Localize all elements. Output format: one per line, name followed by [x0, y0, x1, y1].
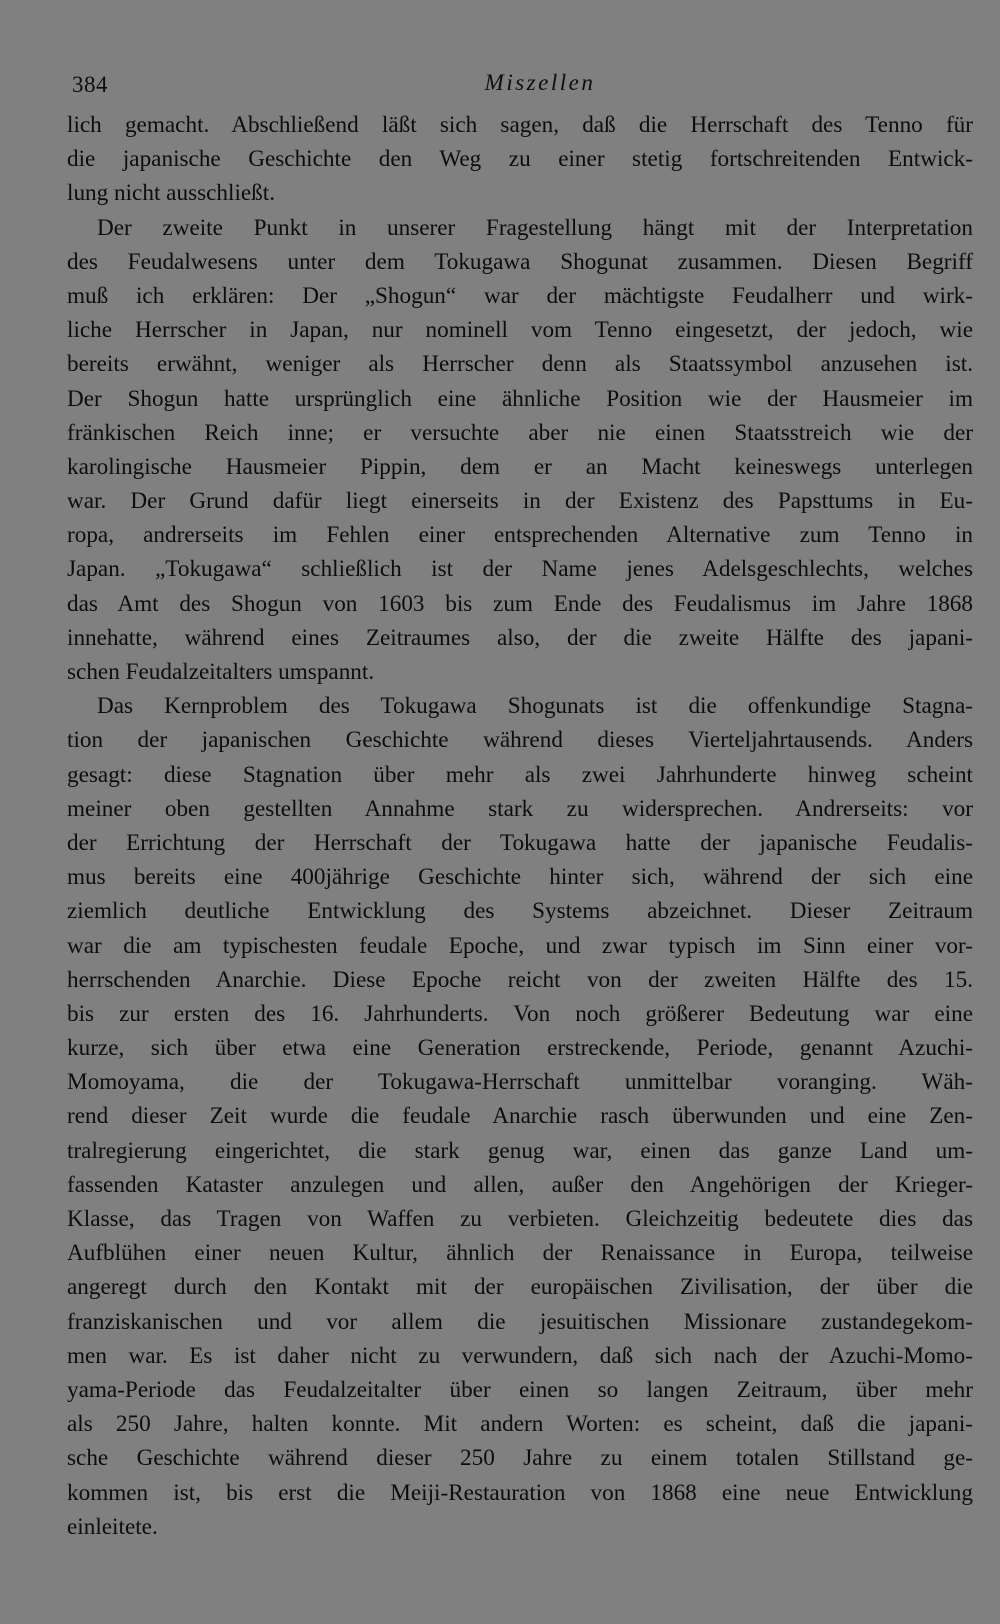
text-line: des Feudalwesens unter dem Tokugawa Shogunat zusammen. Diesen Begriff: [67, 248, 973, 275]
text-line: innehatte, während eines Zeitraumes also, der die zweite Hälfte des japani-: [67, 624, 973, 651]
text-line: Aufblühen einer neuen Kultur, ähnlich der Renaissance in Europa, teilweise: [67, 1240, 973, 1267]
text-line: bereits erwähnt, weniger als Herrscher denn als Staatssymbol anzusehen ist.: [67, 351, 973, 378]
text-line: liche Herrscher in Japan, nur nominell vom Tenno eingesetzt, der jedoch, wie: [67, 317, 973, 344]
page-number: 384: [72, 72, 108, 97]
text-line: das Amt des Shogun von 1603 bis zum Ende des Feudalismus im Jahre 1868: [67, 590, 973, 617]
text-line: ropa, andrerseits im Fehlen einer entsprechenden Alternative zum Tenno in: [67, 522, 973, 549]
text-line: bis zur ersten des 16. Jahrhunderts. Von noch größerer Bedeutung war eine: [67, 1000, 973, 1027]
text-line: muß ich erklären: Der „Shogun“ war der mächtigste Feudalherr und wirk-: [67, 282, 973, 309]
text-line: Japan. „Tokugawa“ schließlich ist der Name jenes Adelsgeschlechts, welches: [67, 556, 973, 583]
text-line: karolingische Hausmeier Pippin, dem er an Macht keineswegs unterlegen: [67, 453, 973, 480]
text-line: herrschenden Anarchie. Diese Epoche reicht von der zweiten Hälfte des 15.: [67, 966, 973, 993]
text-line: franziskanischen und vor allem die jesuitischen Missionare zustandegekom-: [67, 1308, 973, 1335]
running-title: Miszellen: [484, 70, 596, 95]
text-line: der Errichtung der Herrschaft der Tokugawa hatte der japanische Feudalis-: [67, 829, 973, 856]
text-line: rend dieser Zeit wurde die feudale Anarchie rasch überwunden und eine Zen-: [67, 1103, 973, 1130]
text-line: lich gemacht. Abschließend läßt sich sagen, daß die Herrschaft des Tenno für: [67, 112, 973, 138]
text-line: yama-Periode das Feudalzeitalter über einen so langen Zeitraum, über mehr: [67, 1376, 973, 1403]
body-text: [67, 108, 973, 1544]
text-line: die japanische Geschichte den Weg zu einer stetig fortschreitenden Entwick-: [67, 146, 973, 173]
text-line: tralregierung eingerichtet, die stark genug war, einen das ganze Land um-: [67, 1137, 973, 1164]
text-line: Momoyama, die der Tokugawa-Herrschaft unmittelbar voranging. Wäh-: [67, 1069, 973, 1096]
text-line: meiner oben gestellten Annahme stark zu widersprechen. Andrerseits: vor: [67, 795, 973, 822]
text-line: Der zweite Punkt in unserer Fragestellung hängt mit der Interpretation: [97, 214, 973, 241]
text-line: schen Feudalzeitalters umspannt.: [67, 659, 375, 685]
text-line: Der Shogun hatte ursprünglich eine ähnliche Position wie der Hausmeier im: [67, 385, 973, 412]
text-line: mus bereits eine 400jährige Geschichte hinter sich, während der sich eine: [67, 864, 973, 891]
document-page: [67, 62, 973, 1544]
text-line: sche Geschichte während dieser 250 Jahre zu einem totalen Stillstand ge-: [67, 1445, 973, 1472]
paragraph: [67, 211, 973, 690]
text-line: als 250 Jahre, halten konnte. Mit andern Worten: es scheint, daß die japani-: [67, 1411, 973, 1438]
running-head: [67, 62, 973, 108]
text-line: lung nicht ausschließt.: [67, 180, 276, 207]
text-line: kommen ist, bis erst die Meiji-Restauration von 1868 eine neue Entwicklung: [67, 1479, 973, 1506]
text-line: kurze, sich über etwa eine Generation erstreckende, Periode, genannt Azuchi-: [67, 1035, 973, 1062]
paragraph: [67, 108, 973, 211]
paragraph: [67, 689, 973, 1544]
text-line: Klasse, das Tragen von Waffen zu verbieten. Gleichzeitig bedeutete dies das: [67, 1206, 973, 1232]
text-line: Das Kernproblem des Tokugawa Shogunats ist die offenkundige Stagna-: [97, 693, 973, 720]
text-line: tion der japanischen Geschichte während dieses Vierteljahrtausends. Anders: [67, 727, 973, 754]
text-line: men war. Es ist daher nicht zu verwundern, daß sich nach der Azuchi-Momo-: [67, 1342, 973, 1369]
text-line: fassenden Kataster anzulegen und allen, außer den Angehörigen der Krieger-: [67, 1171, 973, 1198]
text-line: war. Der Grund dafür liegt einerseits in der Existenz des Papsttums in Eu-: [67, 488, 973, 515]
text-line: angeregt durch den Kontakt mit der europäischen Zivilisation, der über die: [67, 1274, 973, 1301]
text-line: gesagt: diese Stagnation über mehr als zwei Jahrhunderte hinweg scheint: [67, 761, 973, 788]
text-line: fränkischen Reich inne; er versuchte aber nie einen Staatsstreich wie der: [67, 419, 973, 446]
text-line: war die am typischesten feudale Epoche, und zwar typisch im Sinn einer vor-: [67, 932, 973, 959]
text-line: ziemlich deutliche Entwicklung des Systems abzeichnet. Dieser Zeitraum: [67, 898, 973, 925]
text-line: einleitete.: [67, 1513, 158, 1540]
